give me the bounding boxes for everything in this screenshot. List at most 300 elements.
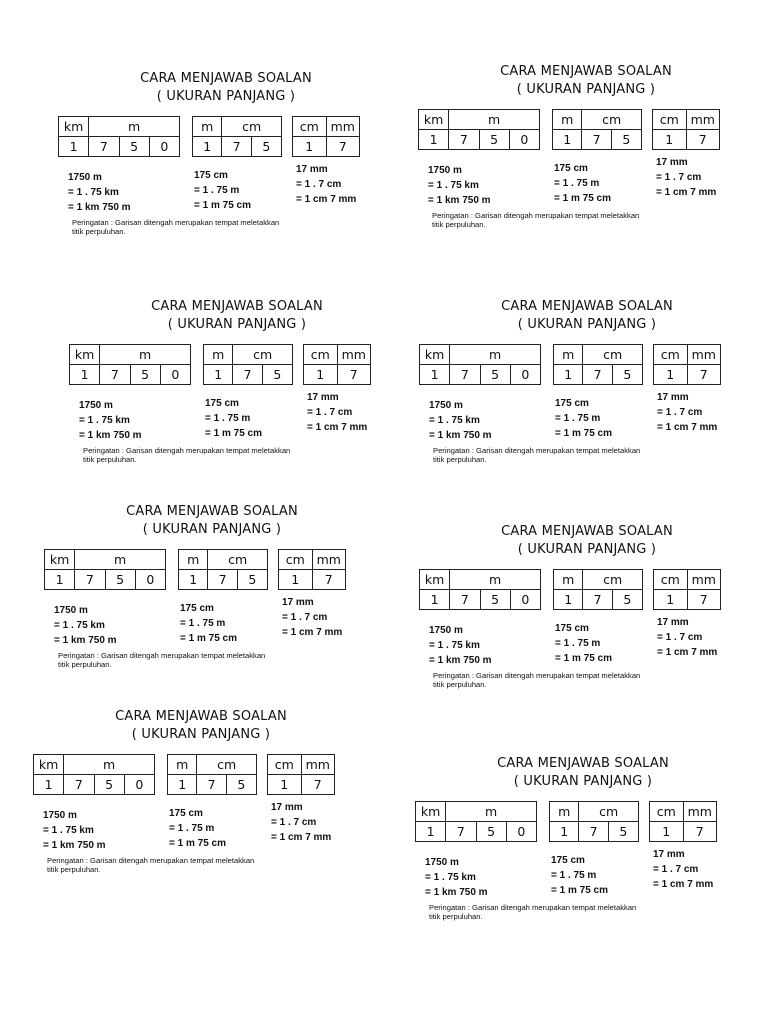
conversion-card xyxy=(419,298,755,464)
digit-cell: 7 xyxy=(326,137,360,157)
note-millimeter xyxy=(307,390,367,435)
warning-note xyxy=(415,903,751,921)
note-line: 1750 m xyxy=(54,605,88,616)
header-m: m xyxy=(168,755,197,775)
note-millimeter xyxy=(657,390,717,435)
conversion-tables xyxy=(418,109,754,153)
m-cm-table xyxy=(192,116,282,157)
digit-cell: 7 xyxy=(222,137,251,157)
cm-mm-table xyxy=(653,344,721,385)
header-km: km xyxy=(34,755,64,775)
note-line: 175 cm xyxy=(551,855,585,866)
conversion-notes xyxy=(69,392,405,444)
note-line: = 1 . 75 km xyxy=(68,187,119,198)
conversion-tables xyxy=(58,116,394,160)
digit-cell: 5 xyxy=(251,137,281,157)
digit-cell: 7 xyxy=(89,137,119,157)
header-mm: mm xyxy=(312,550,346,570)
header-cm: cm xyxy=(582,110,642,130)
digit-cell: 7 xyxy=(450,365,480,385)
digit-cell: 1 xyxy=(654,590,688,610)
note-line: 17 mm xyxy=(657,392,689,403)
warning-note xyxy=(418,211,754,229)
note-line: = 1 . 75 m xyxy=(551,870,597,881)
km-m-table xyxy=(69,344,191,385)
header-cm: cm xyxy=(583,570,643,590)
conversion-notes xyxy=(33,802,369,854)
digit-cell: 1 xyxy=(420,590,450,610)
note-line: = 1 . 75 km xyxy=(79,415,130,426)
header-m: m xyxy=(446,802,537,822)
header-km: km xyxy=(419,110,449,130)
header-m: m xyxy=(450,570,541,590)
header-mm: mm xyxy=(326,117,360,137)
digit-cell: 5 xyxy=(476,822,506,842)
warning-line-1: Peringatan : Garisan ditengah merupakan tempat meletakkan xyxy=(432,211,640,220)
card-title xyxy=(419,298,755,334)
note-line: = 1 . 75 m xyxy=(169,823,215,834)
header-mm: mm xyxy=(683,802,717,822)
km-m-table xyxy=(418,109,540,150)
note-line: = 1 . 75 m xyxy=(554,178,600,189)
digit-cell: 1 xyxy=(304,365,338,385)
header-cm: cm xyxy=(197,755,257,775)
warning-line-1: Peringatan : Garisan ditengah merupakan tempat meletakkan xyxy=(433,446,641,455)
header-km: km xyxy=(70,345,100,365)
m-cm-table xyxy=(167,754,257,795)
digit-cell: 1 xyxy=(193,137,222,157)
warning-note xyxy=(69,446,405,464)
note-line: = 1 . 75 km xyxy=(54,620,105,631)
header-cm: cm xyxy=(304,345,338,365)
note-line: = 1 km 750 m xyxy=(79,430,142,441)
note-line: = 1 km 750 m xyxy=(429,430,492,441)
note-line: = 1 cm 7 mm xyxy=(307,422,368,433)
note-centimeter xyxy=(194,168,251,213)
digit-cell: 1 xyxy=(179,570,208,590)
digit-cell: 1 xyxy=(204,365,233,385)
digit-cell: 1 xyxy=(45,570,75,590)
warning-line-2: titik perpuluhan. xyxy=(429,912,483,921)
digit-cell: 1 xyxy=(70,365,100,385)
m-cm-table xyxy=(178,549,268,590)
conversion-notes xyxy=(58,164,394,216)
m-cm-table xyxy=(549,801,639,842)
title-line-2: ( UKURAN PANJANG ) xyxy=(516,82,656,97)
note-line: = 1 cm 7 mm xyxy=(653,879,714,890)
title-line-1: CARA MENJAWAB SOALAN xyxy=(151,299,323,314)
digit-cell: 7 xyxy=(446,822,476,842)
note-line: = 1 . 75 m xyxy=(205,413,251,424)
header-mm: mm xyxy=(686,110,720,130)
header-cm: cm xyxy=(233,345,293,365)
note-line: 175 cm xyxy=(205,398,239,409)
digit-cell: 5 xyxy=(612,590,642,610)
header-cm: cm xyxy=(293,117,327,137)
m-cm-table xyxy=(203,344,293,385)
digit-cell: 1 xyxy=(419,130,449,150)
note-line: = 1 . 7 cm xyxy=(282,612,328,623)
title-line-1: CARA MENJAWAB SOALAN xyxy=(126,504,298,519)
note-meter xyxy=(429,398,492,443)
note-line: = 1 cm 7 mm xyxy=(657,647,718,658)
conversion-notes xyxy=(419,392,755,444)
km-m-table xyxy=(44,549,166,590)
digit-cell: 5 xyxy=(262,365,292,385)
cm-mm-table xyxy=(292,116,360,157)
warning-line-1: Peringatan : Garisan ditengah merupakan tempat meletakkan xyxy=(47,856,255,865)
km-m-table xyxy=(415,801,537,842)
note-centimeter xyxy=(205,396,262,441)
digit-cell: 0 xyxy=(149,137,179,157)
note-line: 1750 m xyxy=(428,165,462,176)
note-line: = 1 . 7 cm xyxy=(307,407,353,418)
title-line-2: ( UKURAN PANJANG ) xyxy=(517,317,657,332)
digit-cell: 1 xyxy=(268,775,302,795)
note-line: = 1 . 7 cm xyxy=(657,632,703,643)
digit-cell: 5 xyxy=(94,775,124,795)
note-line: = 1 . 75 m xyxy=(555,638,601,649)
note-line: = 1 . 7 cm xyxy=(271,817,317,828)
conversion-notes xyxy=(415,849,751,901)
header-cm: cm xyxy=(654,345,688,365)
note-line: 1750 m xyxy=(79,400,113,411)
note-line: = 1 . 75 km xyxy=(43,825,94,836)
conversion-tables xyxy=(44,549,380,593)
warning-note xyxy=(58,218,394,236)
note-line: = 1 km 750 m xyxy=(54,635,117,646)
note-line: = 1 m 75 cm xyxy=(180,633,237,644)
digit-cell: 1 xyxy=(650,822,684,842)
header-m: m xyxy=(100,345,191,365)
cm-mm-table xyxy=(278,549,346,590)
cm-mm-table xyxy=(649,801,717,842)
digit-cell: 5 xyxy=(119,137,149,157)
note-line: = 1 . 75 km xyxy=(429,640,480,651)
title-line-1: CARA MENJAWAB SOALAN xyxy=(497,756,669,771)
cm-mm-table xyxy=(303,344,371,385)
title-line-2: ( UKURAN PANJANG ) xyxy=(156,89,296,104)
digit-cell: 5 xyxy=(480,365,510,385)
note-meter xyxy=(425,855,488,900)
title-line-2: ( UKURAN PANJANG ) xyxy=(167,317,307,332)
digit-cell: 1 xyxy=(554,590,583,610)
digit-cell: 1 xyxy=(293,137,327,157)
header-m: m xyxy=(553,110,582,130)
note-line: = 1 m 75 cm xyxy=(555,653,612,664)
warning-line-2: titik perpuluhan. xyxy=(432,220,486,229)
note-line: = 1 km 750 m xyxy=(429,655,492,666)
conversion-tables xyxy=(419,569,755,613)
note-line: 175 cm xyxy=(194,170,228,181)
conversion-card xyxy=(33,708,369,874)
digit-cell: 7 xyxy=(100,365,130,385)
note-line: = 1 m 75 cm xyxy=(554,193,611,204)
header-mm: mm xyxy=(687,570,721,590)
title-line-1: CARA MENJAWAB SOALAN xyxy=(140,71,312,86)
note-line: = 1 . 75 m xyxy=(180,618,226,629)
digit-cell: 5 xyxy=(612,365,642,385)
digit-cell: 7 xyxy=(233,365,262,385)
digit-cell: 5 xyxy=(226,775,256,795)
header-m: m xyxy=(449,110,540,130)
digit-cell: 0 xyxy=(509,130,539,150)
note-centimeter xyxy=(555,396,612,441)
header-m: m xyxy=(75,550,166,570)
card-title xyxy=(415,755,751,791)
digit-cell: 7 xyxy=(301,775,335,795)
card-title xyxy=(419,523,755,559)
digit-cell: 0 xyxy=(506,822,536,842)
conversion-notes xyxy=(418,157,754,209)
digit-cell: 0 xyxy=(510,590,540,610)
header-m: m xyxy=(204,345,233,365)
digit-cell: 7 xyxy=(197,775,226,795)
digit-cell: 0 xyxy=(510,365,540,385)
note-line: = 1 cm 7 mm xyxy=(656,187,717,198)
digit-cell: 7 xyxy=(579,822,608,842)
m-cm-table xyxy=(552,109,642,150)
digit-cell: 7 xyxy=(686,130,720,150)
header-cm: cm xyxy=(222,117,282,137)
header-km: km xyxy=(59,117,89,137)
note-line: 1750 m xyxy=(429,400,463,411)
note-line: = 1 m 75 cm xyxy=(169,838,226,849)
note-line: = 1 km 750 m xyxy=(425,887,488,898)
header-m: m xyxy=(450,345,541,365)
header-m: m xyxy=(89,117,180,137)
note-meter xyxy=(79,398,142,443)
header-mm: mm xyxy=(301,755,335,775)
note-line: 175 cm xyxy=(554,163,588,174)
conversion-card xyxy=(415,755,751,921)
header-cm: cm xyxy=(653,110,687,130)
note-line: 1750 m xyxy=(68,172,102,183)
digit-cell: 7 xyxy=(75,570,105,590)
conversion-notes xyxy=(44,597,380,649)
digit-cell: 7 xyxy=(312,570,346,590)
note-line: 175 cm xyxy=(555,398,589,409)
warning-line-1: Peringatan : Garisan ditengah merupakan tempat meletakkan xyxy=(83,446,291,455)
digit-cell: 1 xyxy=(279,570,313,590)
digit-cell: 7 xyxy=(450,590,480,610)
header-m: m xyxy=(554,570,583,590)
header-mm: mm xyxy=(337,345,371,365)
note-millimeter xyxy=(653,847,713,892)
note-line: = 1 . 75 km xyxy=(429,415,480,426)
note-line: = 1 . 75 km xyxy=(428,180,479,191)
note-line: = 1 m 75 cm xyxy=(555,428,612,439)
header-m: m xyxy=(554,345,583,365)
note-line: 1750 m xyxy=(425,857,459,868)
warning-line-2: titik perpuluhan. xyxy=(58,660,112,669)
header-m: m xyxy=(64,755,155,775)
header-m: m xyxy=(550,802,579,822)
note-centimeter xyxy=(555,621,612,666)
digit-cell: 1 xyxy=(59,137,89,157)
title-line-2: ( UKURAN PANJANG ) xyxy=(517,542,657,557)
note-millimeter xyxy=(271,800,331,845)
digit-cell: 1 xyxy=(168,775,197,795)
note-centimeter xyxy=(551,853,608,898)
warning-line-1: Peringatan : Garisan ditengah merupakan tempat meletakkan xyxy=(72,218,280,227)
digit-cell: 1 xyxy=(653,130,687,150)
digit-cell: 7 xyxy=(337,365,371,385)
digit-cell: 0 xyxy=(135,570,165,590)
conversion-notes xyxy=(419,617,755,669)
cm-mm-table xyxy=(267,754,335,795)
card-title xyxy=(58,70,394,106)
header-km: km xyxy=(420,345,450,365)
warning-line-2: titik perpuluhan. xyxy=(47,865,101,874)
note-centimeter xyxy=(180,601,237,646)
header-cm: cm xyxy=(279,550,313,570)
digit-cell: 1 xyxy=(654,365,688,385)
km-m-table xyxy=(419,569,541,610)
digit-cell: 5 xyxy=(105,570,135,590)
note-centimeter xyxy=(169,806,226,851)
warning-line-1: Peringatan : Garisan ditengah merupakan tempat meletakkan xyxy=(429,903,637,912)
digit-cell: 0 xyxy=(124,775,154,795)
card-title xyxy=(44,503,380,539)
digit-cell: 1 xyxy=(553,130,582,150)
warning-line-2: titik perpuluhan. xyxy=(83,455,137,464)
note-line: = 1 . 7 cm xyxy=(653,864,699,875)
digit-cell: 5 xyxy=(480,590,510,610)
conversion-card xyxy=(58,70,394,236)
note-centimeter xyxy=(554,161,611,206)
header-cm: cm xyxy=(268,755,302,775)
header-cm: cm xyxy=(583,345,643,365)
warning-line-1: Peringatan : Garisan ditengah merupakan tempat meletakkan xyxy=(433,671,641,680)
digit-cell: 7 xyxy=(687,590,721,610)
warning-line-2: titik perpuluhan. xyxy=(433,455,487,464)
title-line-1: CARA MENJAWAB SOALAN xyxy=(115,709,287,724)
title-line-2: ( UKURAN PANJANG ) xyxy=(513,774,653,789)
note-millimeter xyxy=(282,595,342,640)
note-line: 1750 m xyxy=(429,625,463,636)
conversion-tables xyxy=(415,801,751,845)
header-m: m xyxy=(179,550,208,570)
card-title xyxy=(69,298,405,334)
m-cm-table xyxy=(553,344,643,385)
title-line-1: CARA MENJAWAB SOALAN xyxy=(501,524,673,539)
note-line: 17 mm xyxy=(282,597,314,608)
note-meter xyxy=(428,163,491,208)
note-line: = 1 . 7 cm xyxy=(657,407,703,418)
digit-cell: 1 xyxy=(34,775,64,795)
note-line: 17 mm xyxy=(657,617,689,628)
note-line: = 1 . 75 km xyxy=(425,872,476,883)
note-millimeter xyxy=(657,615,717,660)
note-line: = 1 cm 7 mm xyxy=(657,422,718,433)
card-title xyxy=(418,63,754,99)
conversion-card xyxy=(418,63,754,229)
digit-cell: 7 xyxy=(583,590,612,610)
conversion-card xyxy=(44,503,380,669)
digit-cell: 1 xyxy=(420,365,450,385)
conversion-card xyxy=(69,298,405,464)
note-line: = 1 cm 7 mm xyxy=(271,832,332,843)
warning-line-2: titik perpuluhan. xyxy=(72,227,126,236)
note-line: 17 mm xyxy=(653,849,685,860)
note-line: = 1 cm 7 mm xyxy=(282,627,343,638)
note-millimeter xyxy=(296,162,356,207)
note-line: = 1 . 7 cm xyxy=(296,179,342,190)
title-line-2: ( UKURAN PANJANG ) xyxy=(142,522,282,537)
card-title xyxy=(33,708,369,744)
warning-line-2: titik perpuluhan. xyxy=(433,680,487,689)
digit-cell: 7 xyxy=(683,822,717,842)
m-cm-table xyxy=(553,569,643,610)
note-line: 1750 m xyxy=(43,810,77,821)
digit-cell: 5 xyxy=(130,365,160,385)
conversion-tables xyxy=(69,344,405,388)
header-mm: mm xyxy=(687,345,721,365)
digit-cell: 1 xyxy=(416,822,446,842)
warning-note xyxy=(33,856,369,874)
header-cm: cm xyxy=(208,550,268,570)
note-millimeter xyxy=(656,155,716,200)
digit-cell: 5 xyxy=(611,130,641,150)
note-line: = 1 km 750 m xyxy=(68,202,131,213)
header-m: m xyxy=(193,117,222,137)
note-line: 175 cm xyxy=(180,603,214,614)
header-cm: cm xyxy=(654,570,688,590)
warning-note xyxy=(44,651,380,669)
note-line: = 1 . 75 m xyxy=(555,413,601,424)
note-line: = 1 . 75 m xyxy=(194,185,240,196)
note-line: = 1 cm 7 mm xyxy=(296,194,357,205)
title-line-1: CARA MENJAWAB SOALAN xyxy=(501,299,673,314)
title-line-1: CARA MENJAWAB SOALAN xyxy=(500,64,672,79)
warning-note xyxy=(419,671,755,689)
note-meter xyxy=(54,603,117,648)
km-m-table xyxy=(419,344,541,385)
note-line: = 1 km 750 m xyxy=(428,195,491,206)
header-cm: cm xyxy=(650,802,684,822)
header-km: km xyxy=(45,550,75,570)
note-line: 17 mm xyxy=(271,802,303,813)
note-line: 17 mm xyxy=(296,164,328,175)
note-line: 175 cm xyxy=(169,808,203,819)
warning-line-1: Peringatan : Garisan ditengah merupakan tempat meletakkan xyxy=(58,651,266,660)
header-km: km xyxy=(420,570,450,590)
note-line: = 1 . 7 cm xyxy=(656,172,702,183)
km-m-table xyxy=(33,754,155,795)
note-line: 17 mm xyxy=(307,392,339,403)
cm-mm-table xyxy=(653,569,721,610)
digit-cell: 1 xyxy=(550,822,579,842)
header-cm: cm xyxy=(579,802,639,822)
note-line: = 1 m 75 cm xyxy=(205,428,262,439)
digit-cell: 1 xyxy=(554,365,583,385)
note-meter xyxy=(429,623,492,668)
digit-cell: 7 xyxy=(582,130,611,150)
conversion-tables xyxy=(419,344,755,388)
digit-cell: 0 xyxy=(160,365,190,385)
note-line: = 1 m 75 cm xyxy=(551,885,608,896)
digit-cell: 7 xyxy=(208,570,237,590)
conversion-card xyxy=(419,523,755,689)
digit-cell: 7 xyxy=(449,130,479,150)
digit-cell: 5 xyxy=(608,822,638,842)
note-line: = 1 km 750 m xyxy=(43,840,106,851)
title-line-2: ( UKURAN PANJANG ) xyxy=(131,727,271,742)
digit-cell: 7 xyxy=(583,365,612,385)
note-meter xyxy=(68,170,131,215)
digit-cell: 7 xyxy=(687,365,721,385)
